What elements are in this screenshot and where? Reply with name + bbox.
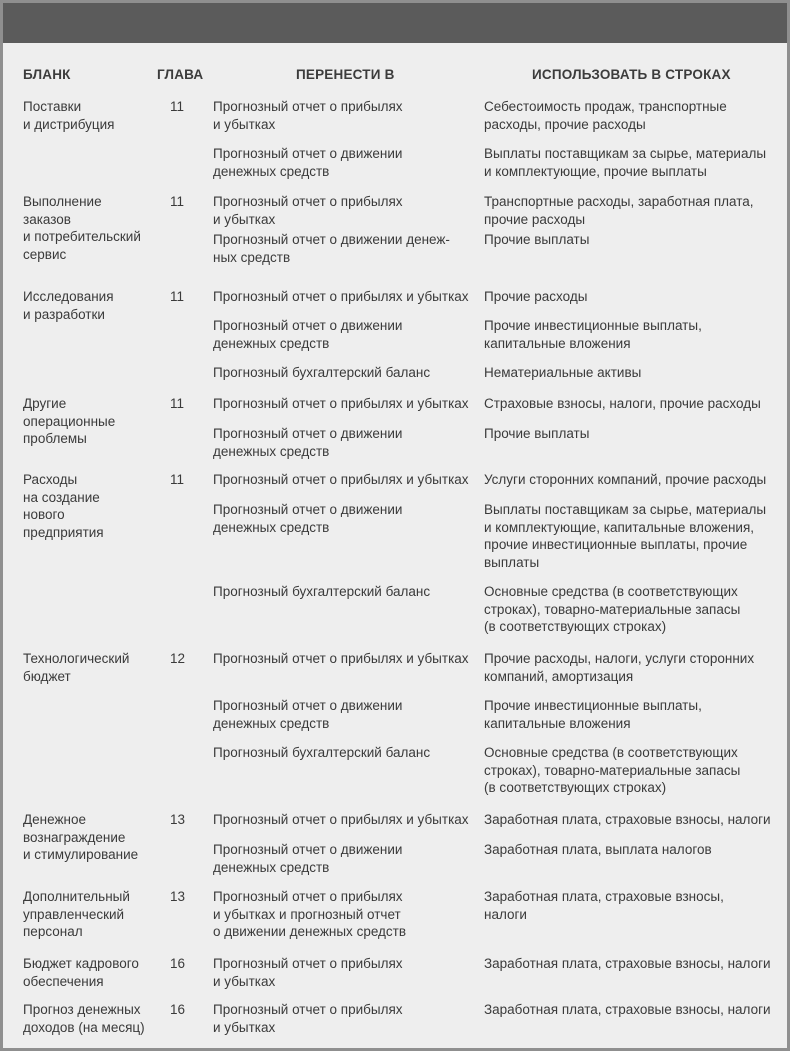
table xyxy=(3,43,787,1048)
transfer-destination-line: Прогнозный отчет о движении xyxy=(213,146,403,161)
use-in-lines xyxy=(484,395,784,413)
transfer-destination-line: о движении денежных средств xyxy=(213,924,407,939)
transfer-destination-line: и убытках xyxy=(213,973,276,989)
use-in-lines xyxy=(484,231,784,249)
form-name-line: предприятия xyxy=(23,524,104,540)
form-name xyxy=(23,395,153,448)
transfer-destination-line: денежных средств xyxy=(213,335,330,351)
form-name-line: проблемы xyxy=(23,431,87,446)
transfer-destination-line: Прогнозный отчет о прибылях и убытках xyxy=(213,472,469,487)
use-in-lines-line: Выплаты поставщикам за сырье, материалы xyxy=(484,502,767,517)
transfer-destination-line: Прогнозный отчет о прибылях xyxy=(213,889,403,904)
form-name-line: и разработки xyxy=(23,306,105,322)
use-in-lines-line: Заработная плата, страховые взносы, налоги xyxy=(484,956,771,971)
use-in-lines-line: строках), товарно-материальные запасы xyxy=(484,762,741,778)
transfer-destination-line: ных средств xyxy=(213,249,291,265)
transfer-destination xyxy=(213,501,479,536)
transfer-destination-line: денежных средств xyxy=(213,163,330,179)
form-name-line: Денежное xyxy=(23,812,86,827)
form-name-line: бюджет xyxy=(23,668,71,684)
form-name-line: и дистрибуция xyxy=(23,116,115,132)
use-in-lines xyxy=(484,697,784,732)
form-name xyxy=(23,193,153,263)
transfer-destination-line: и убытках xyxy=(213,116,276,132)
transfer-destination-line: денежных средств xyxy=(213,859,330,875)
transfer-destination xyxy=(213,744,479,762)
use-in-lines-line: Прочие инвестиционные выплаты, xyxy=(484,318,702,333)
transfer-destination-line: Прогнозный отчет о движении xyxy=(213,698,403,713)
use-in-lines xyxy=(484,425,784,443)
transfer-destination xyxy=(213,288,479,306)
use-in-lines-line: Транспортные расходы, заработная плата, xyxy=(484,194,754,209)
transfer-destination-line: Прогнозный отчет о движении xyxy=(213,842,403,857)
use-in-lines-line: компаний, амортизация xyxy=(484,668,634,684)
form-name-line: Поставки xyxy=(23,99,82,114)
transfer-destination-line: Прогнозный отчет о прибылях и убытках xyxy=(213,812,469,827)
transfer-destination xyxy=(213,811,479,829)
use-in-lines-line: выплаты xyxy=(484,554,540,570)
transfer-destination-line: Прогнозный бухгалтерский баланс xyxy=(213,584,431,599)
use-in-lines-line: Заработная плата, выплата налогов xyxy=(484,842,712,857)
use-in-lines-line: прочие инвестиционные выплаты, прочие xyxy=(484,537,748,552)
use-in-lines-line: налоги xyxy=(484,906,527,922)
transfer-destination-line: Прогнозный отчет о прибылях xyxy=(213,1002,403,1017)
form-name-line: Бюджет кадрового xyxy=(23,956,139,971)
transfer-destination-line: Прогнозный отчет о движении денеж- xyxy=(213,232,450,247)
use-in-lines xyxy=(484,888,784,923)
transfer-destination-line: Прогнозный отчет о прибылях и убытках xyxy=(213,396,469,411)
form-name-line: вознаграждение xyxy=(23,829,126,845)
chapter-number: 16 xyxy=(170,1002,186,1017)
use-in-lines-line: Основные средства (в соответствующих xyxy=(484,745,738,760)
use-in-lines-line: Заработная плата, страховые взносы, xyxy=(484,889,724,904)
transfer-destination xyxy=(213,145,479,180)
transfer-destination xyxy=(213,317,479,352)
chapter-number: 11 xyxy=(170,99,185,114)
form-name-line: обеспечения xyxy=(23,973,104,989)
top-bar xyxy=(3,3,787,43)
transfer-destination-line: Прогнозный отчет о прибылях и убытках xyxy=(213,289,469,304)
transfer-destination-line: Прогнозный отчет о движении xyxy=(213,318,403,333)
transfer-destination-line: Прогнозный отчет о прибылях xyxy=(213,956,403,971)
form-name-line: на создание xyxy=(23,489,100,505)
form-name xyxy=(23,471,153,541)
transfer-destination-line: Прогнозный отчет о движении xyxy=(213,502,403,517)
header-use-in-lines: ИСПОЛЬЗОВАТЬ В СТРОКАХ xyxy=(532,67,731,82)
form-name-line: и стимулирование xyxy=(23,847,139,862)
use-in-lines-line: Прочие выплаты xyxy=(484,426,590,441)
use-in-lines xyxy=(484,1001,784,1019)
form-name-line: заказов xyxy=(23,211,71,227)
use-in-lines-line: расходы, прочие расходы xyxy=(484,116,646,132)
form-name xyxy=(23,811,153,864)
form-name xyxy=(23,1001,153,1036)
form-name-line: персонал xyxy=(23,924,83,939)
transfer-destination-line: и убытках xyxy=(213,1019,276,1035)
use-in-lines-line: (в соответствующих строках) xyxy=(484,780,667,795)
use-in-lines-line: Страховые взносы, налоги, прочие расходы xyxy=(484,396,761,411)
use-in-lines-line: Услуги сторонних компаний, прочие расходы xyxy=(484,472,767,487)
chapter-number: 13 xyxy=(170,812,186,827)
form-name-line: Расходы xyxy=(23,472,78,487)
use-in-lines xyxy=(484,288,784,306)
use-in-lines-line: капитальные вложения xyxy=(484,715,631,731)
form-name-line: Технологический xyxy=(23,651,130,666)
use-in-lines xyxy=(484,583,784,636)
use-in-lines xyxy=(484,317,784,352)
transfer-destination xyxy=(213,395,479,413)
form-name xyxy=(23,288,153,323)
transfer-destination xyxy=(213,471,479,489)
use-in-lines-line: Заработная плата, страховые взносы, налоги xyxy=(484,812,771,827)
header-form: БЛАНК xyxy=(23,67,71,82)
use-in-lines xyxy=(484,811,784,829)
chapter-number: 13 xyxy=(170,889,186,904)
transfer-destination-line: Прогнозный отчет о движении xyxy=(213,426,403,441)
transfer-destination xyxy=(213,583,479,601)
transfer-destination-line: и убытках и прогнозный отчет xyxy=(213,906,401,922)
transfer-destination-line: Прогнозный бухгалтерский баланс xyxy=(213,745,431,760)
use-in-lines-line: Заработная плата, страховые взносы, налоги xyxy=(484,1002,771,1017)
header-transfer-to: ПЕРЕНЕСТИ В xyxy=(296,67,395,82)
form-name-line: Выполнение xyxy=(23,194,102,209)
chapter-number: 11 xyxy=(170,472,185,487)
form-name xyxy=(23,955,153,990)
use-in-lines-line: Прочие расходы, налоги, услуги сторонних xyxy=(484,651,755,666)
use-in-lines-line: капитальные вложения xyxy=(484,335,631,351)
transfer-destination xyxy=(213,193,479,228)
form-name-line: Другие xyxy=(23,396,67,411)
use-in-lines-line: Прочие инвестиционные выплаты, xyxy=(484,698,702,713)
transfer-destination xyxy=(213,1001,479,1036)
use-in-lines xyxy=(484,193,784,228)
use-in-lines xyxy=(484,650,784,685)
transfer-destination-line: Прогнозный бухгалтерский баланс xyxy=(213,365,431,380)
use-in-lines xyxy=(484,955,784,973)
use-in-lines xyxy=(484,98,784,133)
use-in-lines xyxy=(484,841,784,859)
chapter-number: 11 xyxy=(170,194,185,209)
use-in-lines-line: строках), товарно-материальные запасы xyxy=(484,601,741,617)
form-name xyxy=(23,98,153,133)
transfer-destination xyxy=(213,841,479,876)
chapter-number: 16 xyxy=(170,956,186,971)
use-in-lines-line: Выплаты поставщикам за сырье, материалы xyxy=(484,146,767,161)
use-in-lines-line: Прочие расходы xyxy=(484,289,588,304)
use-in-lines xyxy=(484,471,784,489)
form-name-line: операционные xyxy=(23,413,116,429)
transfer-destination-line: Прогнозный отчет о прибылях xyxy=(213,194,403,209)
chapter-number: 11 xyxy=(170,396,185,411)
transfer-destination xyxy=(213,888,479,941)
page xyxy=(3,3,787,1048)
use-in-lines xyxy=(484,744,784,797)
form-name-line: и потребительский xyxy=(23,229,141,244)
transfer-destination-line: денежных средств xyxy=(213,715,330,731)
transfer-destination xyxy=(213,98,479,133)
form-name-line: Прогноз денежных xyxy=(23,1002,141,1017)
form-name-line: сервис xyxy=(23,246,67,262)
form-name-line: Дополнительный xyxy=(23,889,130,904)
use-in-lines-line: и комплектующие, капитальные вложения, xyxy=(484,519,755,535)
transfer-destination-line: и убытках xyxy=(213,211,276,227)
transfer-destination xyxy=(213,650,479,668)
use-in-lines xyxy=(484,501,784,571)
use-in-lines-line: и комплектующие, прочие выплаты xyxy=(484,163,707,179)
use-in-lines xyxy=(484,145,784,180)
form-name-line: доходов (на месяц) xyxy=(23,1019,145,1035)
chapter-number: 11 xyxy=(170,289,185,304)
form-name-line: управленческий xyxy=(23,906,125,922)
transfer-destination-line: денежных средств xyxy=(213,519,330,535)
transfer-destination-line: Прогнозный отчет о прибылях и убытках xyxy=(213,651,469,666)
form-name-line: Исследования xyxy=(23,289,114,304)
use-in-lines-line: Прочие выплаты xyxy=(484,232,590,247)
use-in-lines-line: Себестоимость продаж, транспортные xyxy=(484,99,727,114)
form-name xyxy=(23,888,153,941)
transfer-destination xyxy=(213,364,479,382)
transfer-destination xyxy=(213,231,479,266)
chapter-number: 12 xyxy=(170,651,186,666)
transfer-destination-line: Прогнозный отчет о прибылях xyxy=(213,99,403,114)
header-chapter: ГЛАВА xyxy=(157,67,204,82)
use-in-lines-line: Основные средства (в соответствующих xyxy=(484,584,738,599)
use-in-lines xyxy=(484,364,784,382)
transfer-destination xyxy=(213,697,479,732)
transfer-destination-line: денежных средств xyxy=(213,443,330,459)
form-name xyxy=(23,650,153,685)
use-in-lines-line: прочие расходы xyxy=(484,211,586,227)
form-name-line: нового xyxy=(23,507,65,522)
use-in-lines-line: (в соответствующих строках) xyxy=(484,619,667,634)
transfer-destination xyxy=(213,425,479,460)
transfer-destination xyxy=(213,955,479,990)
use-in-lines-line: Нематериальные активы xyxy=(484,365,642,380)
